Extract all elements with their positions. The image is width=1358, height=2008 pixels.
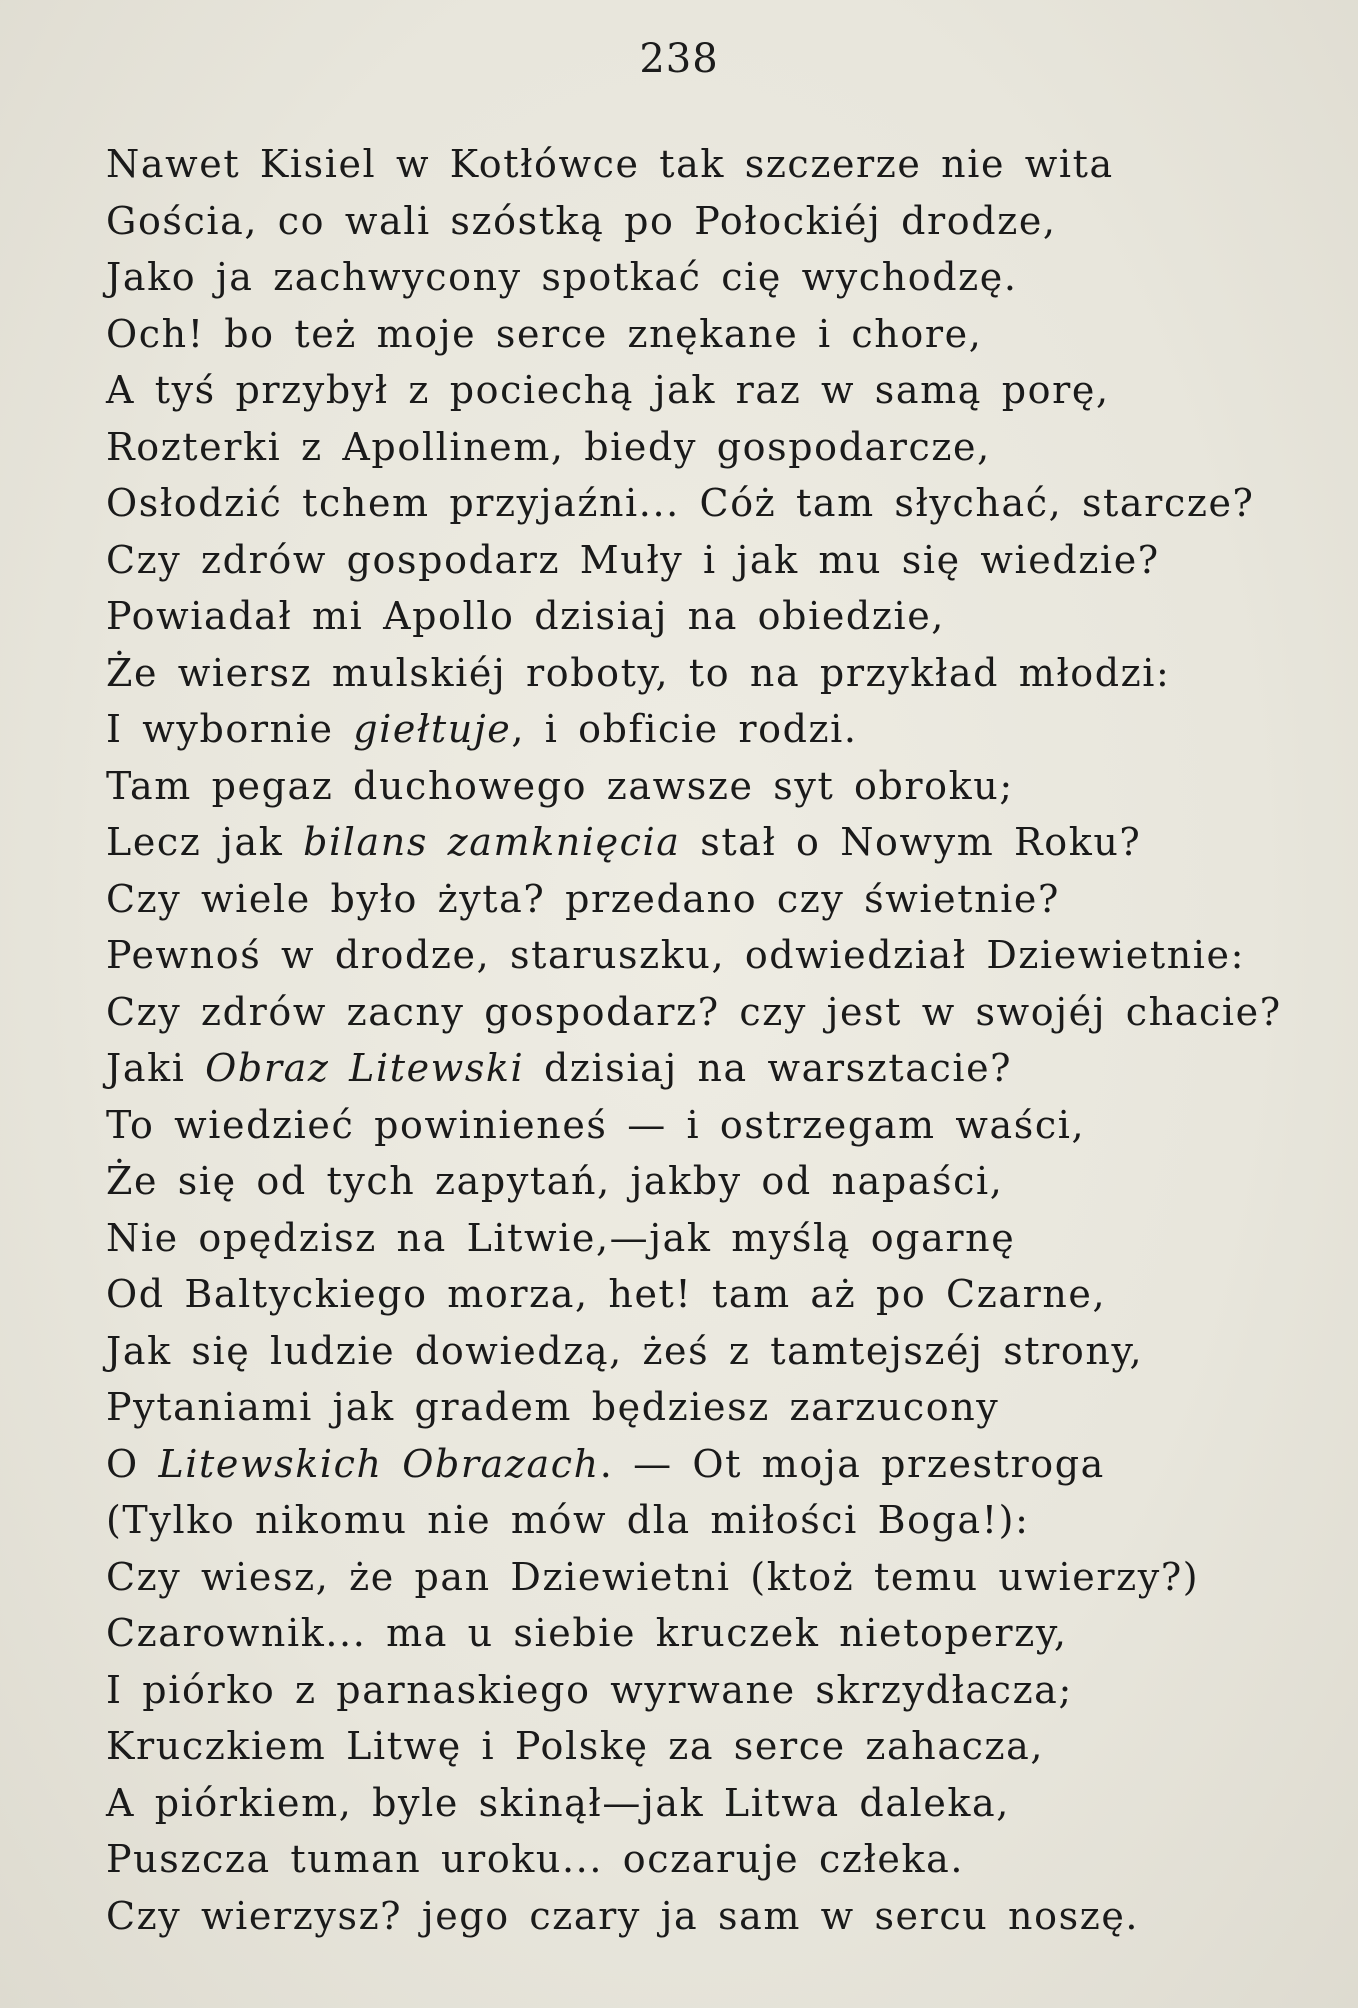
text-segment: Jaki <box>106 1046 206 1090</box>
poem-line <box>106 249 1336 306</box>
text-segment: . — Ot moja przestroga <box>599 1441 1105 1486</box>
poem-line <box>106 419 1336 476</box>
page-number: 238 <box>639 36 719 82</box>
poem-line <box>106 927 1336 984</box>
poem-line <box>106 871 1336 928</box>
text-segment: Tam pegaz duchowego zawsze syt obroku; <box>106 763 1014 808</box>
poem-line <box>106 532 1336 589</box>
poem-line <box>106 645 1336 702</box>
poem-line <box>106 1605 1336 1662</box>
italic-segment: giełtuje <box>353 707 512 751</box>
poem-line <box>106 475 1336 532</box>
poem-line <box>106 1775 1336 1832</box>
poem-text <box>106 136 1336 1944</box>
text-segment: A tyś przybył z pociechą jak raz w samą porę, <box>106 368 1110 412</box>
poem-line <box>106 1831 1336 1888</box>
text-segment: Czy wiesz, że pan Dziewietni (ktoż temu uwierzy?) <box>106 1554 1200 1599</box>
text-segment: Nawet Kisiel w Kotłówce tak szczerze nie wita <box>106 142 1114 186</box>
poem-line <box>106 362 1336 419</box>
poem-line <box>106 1266 1336 1323</box>
text-segment: stał o Nowym Roku? <box>680 820 1142 864</box>
text-segment: Pytaniami jak gradem będziesz zarzucony <box>106 1385 1000 1429</box>
text-segment: Gościa, co wali szóstką po Połockiéj drodze, <box>106 198 1057 243</box>
poem-line <box>106 1040 1336 1097</box>
text-segment: dzisiaj na warsztacie? <box>524 1046 1013 1090</box>
text-segment: Och! bo też moje serce znękane i chore, <box>106 311 983 356</box>
text-segment: Czy zdrów zacny gospodarz? czy jest w swojéj chacie? <box>106 989 1282 1034</box>
italic-segment: Litewskich Obrazach <box>158 1441 600 1486</box>
poem-line <box>106 193 1336 250</box>
text-segment: Puszcza tuman uroku... oczaruje człeka. <box>106 1837 965 1881</box>
text-segment: Od Baltyckiego morza, het! tam aż po Czarne, <box>106 1272 1107 1316</box>
text-segment: Rozterki z Apollinem, biedy gospodarcze, <box>106 424 991 469</box>
poem-line <box>106 1492 1336 1549</box>
poem-line <box>106 306 1336 363</box>
text-segment: A piórkiem, byle skinął—jak Litwa daleka, <box>106 1780 1010 1825</box>
poem-line <box>106 758 1336 815</box>
poem-line <box>106 701 1336 758</box>
poem-line <box>106 814 1336 871</box>
poem-line <box>106 1097 1336 1154</box>
text-segment: I wybornie <box>106 707 354 751</box>
poem-line <box>106 588 1336 645</box>
text-segment: , i obficie rodzi. <box>511 707 858 751</box>
text-segment: Osłodzić tchem przyjaźni... Cóż tam słychać, starcze? <box>106 481 1255 525</box>
poem-line <box>106 984 1336 1041</box>
poem-line <box>106 1153 1336 1210</box>
poem-line <box>106 1323 1336 1380</box>
text-segment: Czy wierzysz? jego czary ja sam w sercu noszę. <box>106 1893 1140 1938</box>
text-segment: Pewnoś w drodze, staruszku, odwiedział Dziewietnie: <box>106 933 1246 977</box>
text-segment: I piórko z parnaskiego wyrwane skrzydłacza; <box>106 1667 1073 1712</box>
text-segment: Powiadał mi Apollo dzisiaj na obiedzie, <box>106 594 945 638</box>
text-segment: Że wiersz mulskiéj roboty, to na przykład młodzi: <box>106 650 1171 695</box>
text-segment: Czy wiele było żyta? przedano czy świetnie? <box>106 876 1060 921</box>
poem-line <box>106 1210 1336 1267</box>
text-segment: Kruczkiem Litwę i Polskę za serce zahacza, <box>106 1724 1045 1768</box>
text-segment: Nie opędzisz na Litwie,—jak myślą ogarnę <box>106 1215 1016 1260</box>
text-segment: Jak się ludzie dowiedzą, żeś z tamtejszéj strony, <box>106 1328 1144 1373</box>
poem-line <box>106 1718 1336 1775</box>
poem-line <box>106 1888 1336 1945</box>
poem-line <box>106 136 1336 193</box>
text-segment: Czy zdrów gospodarz Muły i jak mu się wiedzie? <box>106 537 1160 582</box>
poem-line <box>106 1436 1336 1493</box>
text-segment: Że się od tych zapytań, jakby od napaści, <box>106 1159 1004 1203</box>
text-segment: To wiedzieć powinieneś — i ostrzegam waści, <box>106 1102 1086 1147</box>
poem-line <box>106 1662 1336 1719</box>
poem-line <box>106 1549 1336 1606</box>
text-segment: (Tylko nikomu nie mów dla miłości Boga!): <box>106 1498 1030 1542</box>
text-segment: Czarownik... ma u siebie kruczek nietoperzy, <box>106 1611 1068 1655</box>
text-segment: O <box>106 1441 159 1486</box>
italic-segment: bilans zamknięcia <box>303 820 681 864</box>
italic-segment: Obraz Litewski <box>205 1046 525 1090</box>
poem-line <box>106 1379 1336 1436</box>
text-segment: Lecz jak <box>106 820 304 864</box>
text-segment: Jako ja zachwycony spotkać cię wychodzę. <box>106 255 1018 299</box>
